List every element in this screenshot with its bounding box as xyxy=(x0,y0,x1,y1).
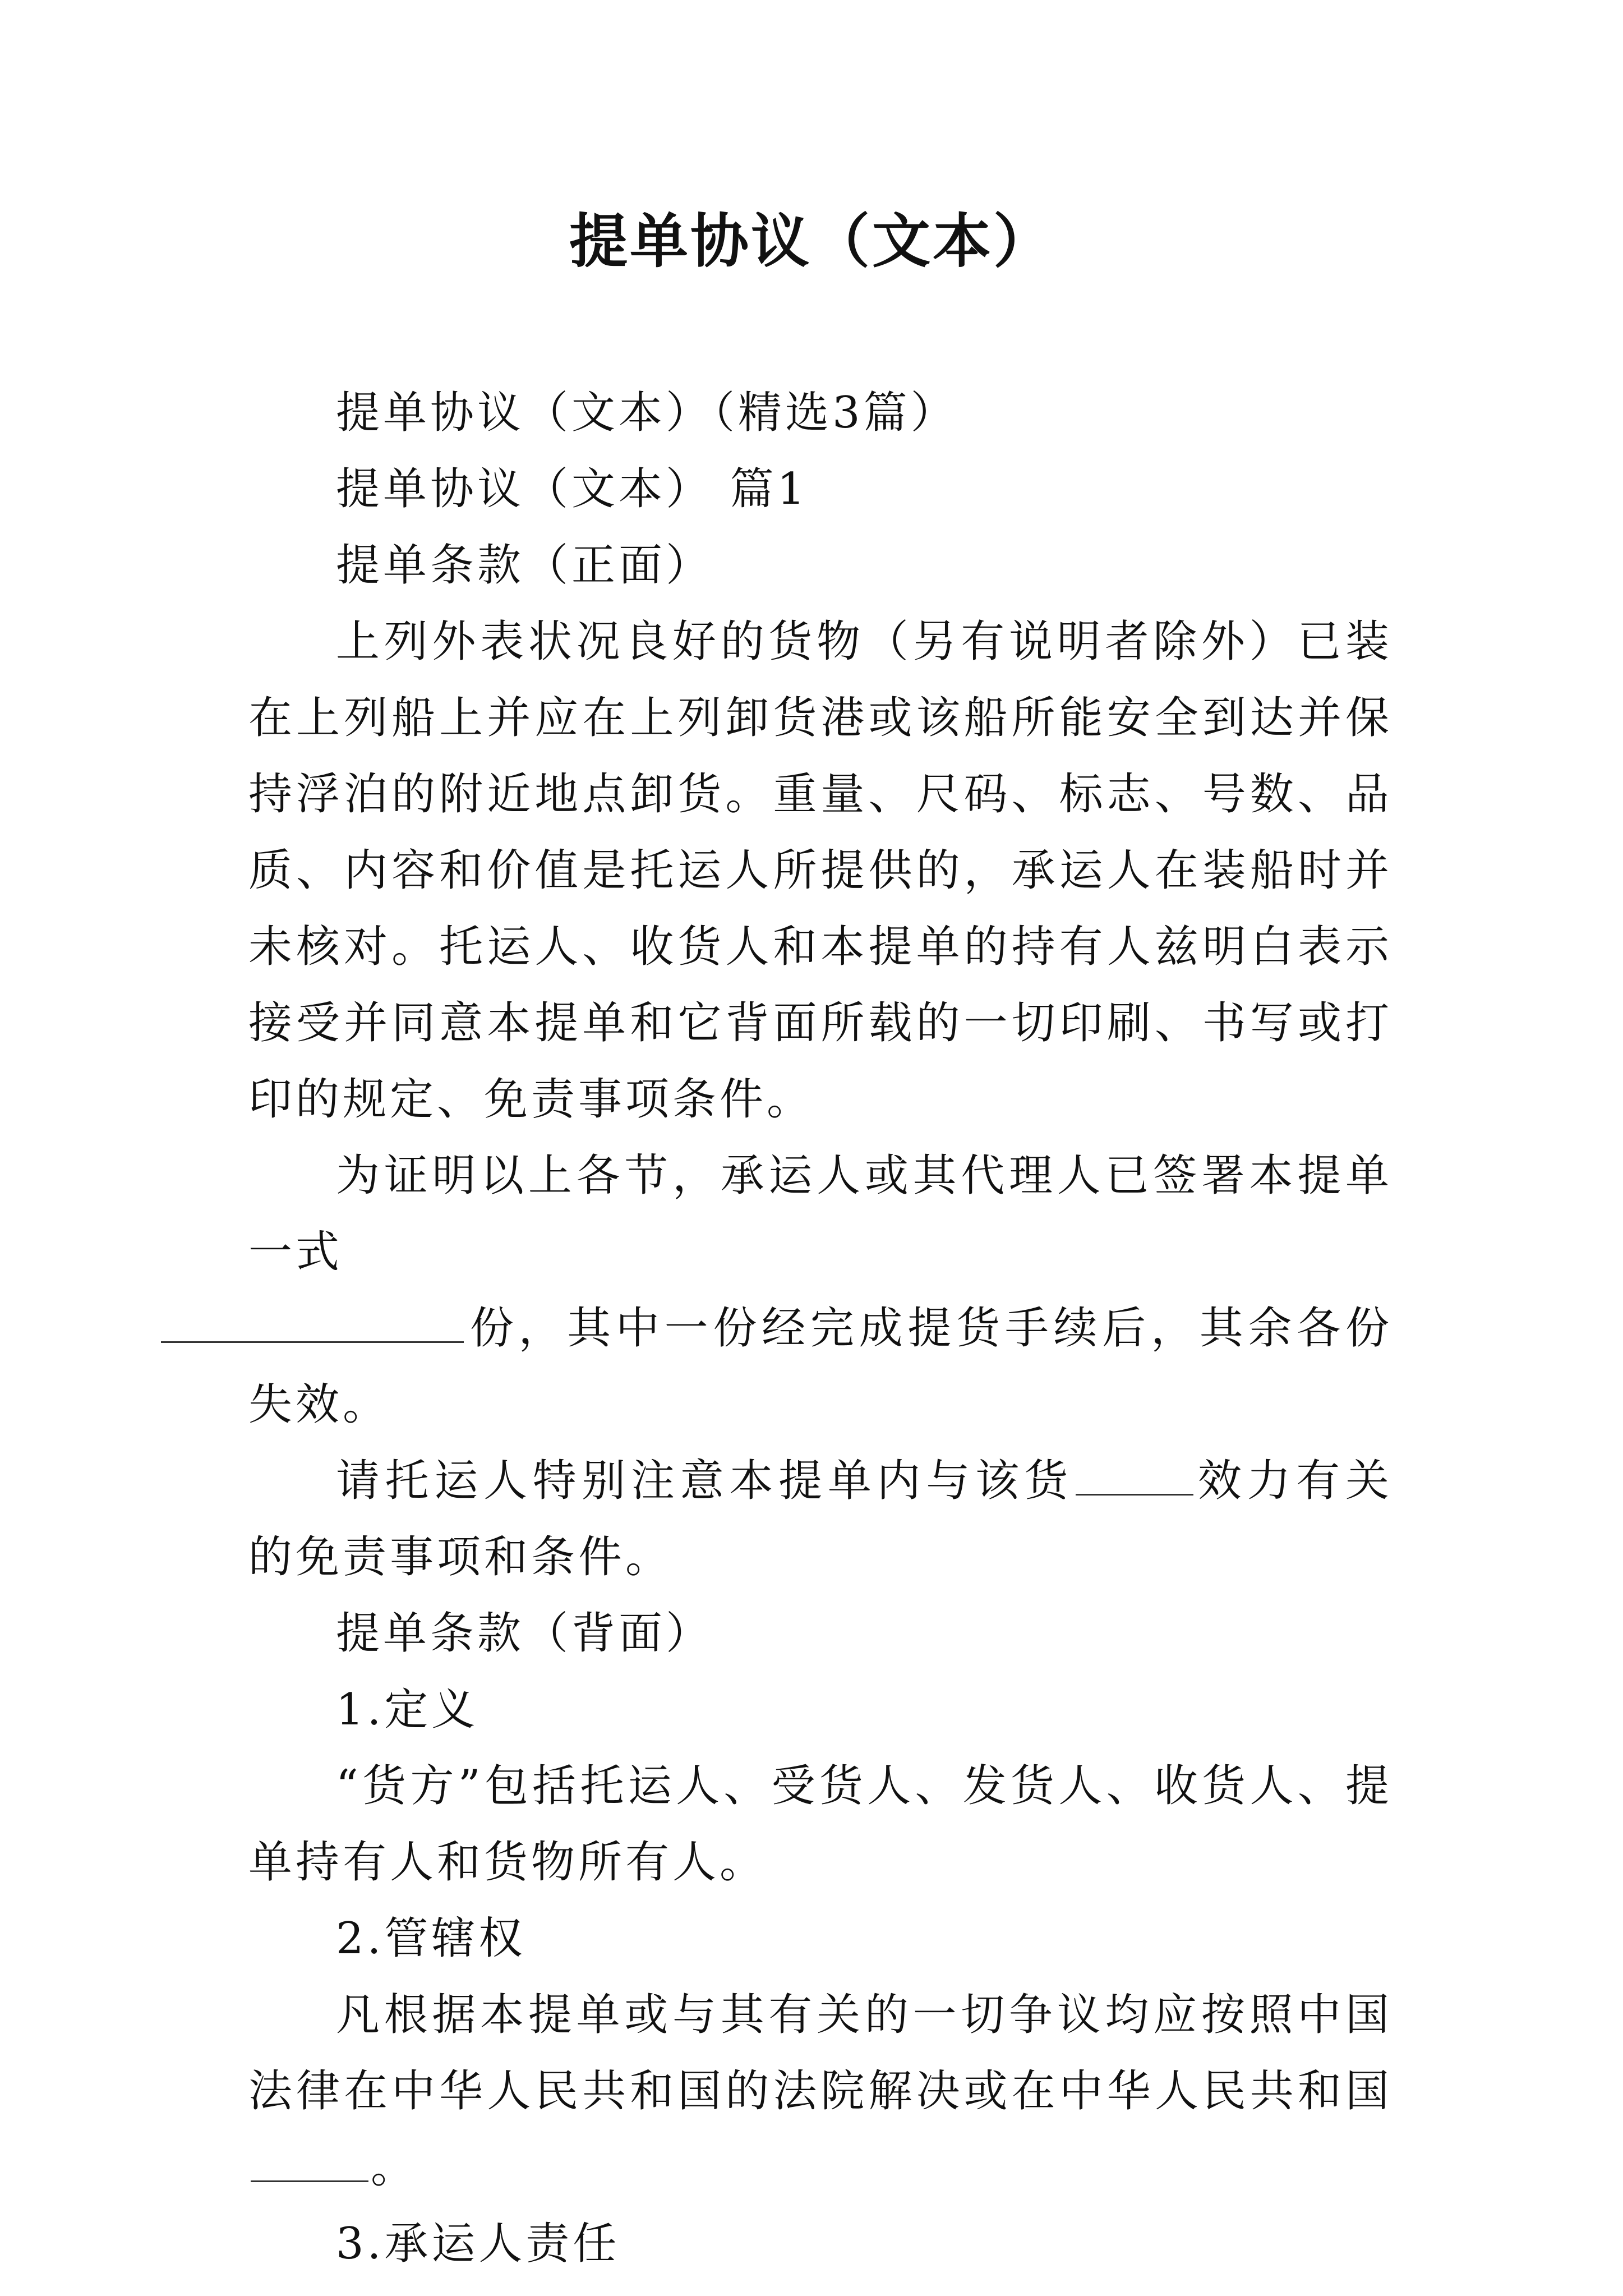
copies-blank xyxy=(161,1308,464,1343)
section-definition-body: “货方”包括托运人、受货人、发货人、收货人、提单持有人和货物所有人。 xyxy=(248,1761,1393,1888)
paragraph-back-terms-heading: 提单条款（背面） xyxy=(336,1608,713,1659)
signature-clause-text-1: 为证明以上各节，承运人或其代理人已签署本提单一式 xyxy=(248,1151,1393,1277)
paragraph-part-heading: 提单协议（文本） 篇1 xyxy=(336,464,809,514)
notice-blank xyxy=(1076,1460,1193,1496)
signature-clause-text-2: 份，其中一份经完成提货手续后，其余各份失效。 xyxy=(248,1303,1393,1430)
section-jurisdiction-body xyxy=(248,1977,1393,2206)
jurisdiction-blank xyxy=(251,2147,368,2182)
paragraph-signature-clause xyxy=(248,1138,1393,1443)
jurisdiction-text-2: 。 xyxy=(371,2142,418,2193)
jurisdiction-text-1: 凡根据本提单或与其有关的一切争议均应按照中国法律在中华人民共和国的法院解决或在中华人民共和国 xyxy=(248,1990,1393,2116)
notice-clause-text-1: 请托运人特别注意本提单内与该货 xyxy=(336,1456,1074,1506)
paragraph-front-terms-heading: 提单条款（正面） xyxy=(336,540,713,591)
section-carrier-liability-heading: 3.承运人责任 xyxy=(336,2219,620,2269)
document-body xyxy=(248,375,1393,2282)
notice-clause-text-2: 效力有关的免责事项和条件。 xyxy=(248,1456,1393,1582)
document-title: 提单协议（文本） xyxy=(569,207,1054,275)
section-definition-heading: 1.定义 xyxy=(336,1685,479,1735)
section-jurisdiction-heading: 2.管辖权 xyxy=(336,1913,526,1964)
paragraph-notice-clause xyxy=(248,1443,1393,1595)
paragraph-collection-title: 提单协议（文本）（精选3篇） xyxy=(336,388,958,438)
paragraph-front-terms-body: 上列外表状况良好的货物（另有说明者除外）已装在上列船上并应在上列卸货港或该船所能安全到达并保持浮泊的附近地点卸货。重量、尺码、标志、号数、品质、内容和价值是托运人所提供的，承运人在装船时并未核对。托运人、收货人和本提单的持有人兹明白表示接受并同意本提单和它背面所载的一切印刷、书写或打印的规定、免责事项条件。 xyxy=(248,616,1393,1125)
